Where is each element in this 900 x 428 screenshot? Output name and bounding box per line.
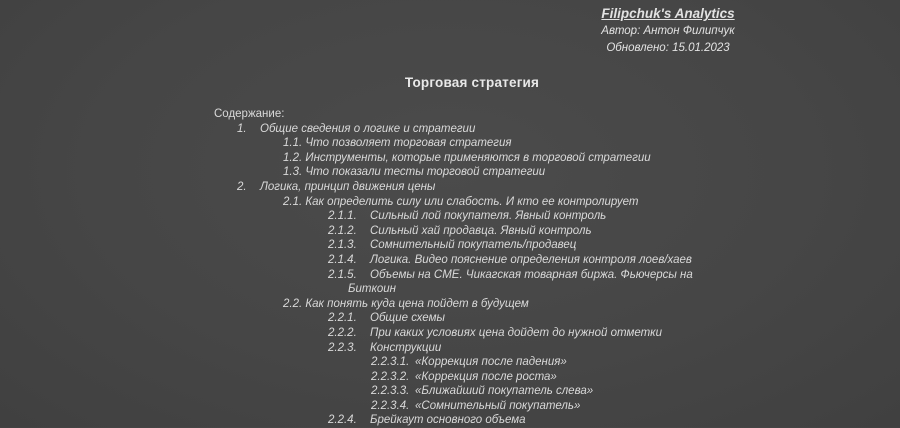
toc-item [212,122,892,137]
toc-item-text: 1.2. Инструменты, которые применяются в торговой стратегии [283,152,651,164]
toc-item-number: 2.2.2. [328,326,370,341]
toc-item [212,165,892,180]
toc-item-text: 1.1. Что позволяет торговая стратегия [283,137,512,149]
toc-item-text: 1.3. Что показали тесты торговой стратегии [283,166,545,178]
toc-caption: Содержание: [212,107,892,122]
document-header [568,5,768,57]
toc-item [212,238,892,253]
toc-item-text: 2.2. Как понять куда цена пойдет в будущем [283,298,529,310]
toc-item [212,326,892,341]
toc-item-text: Брейкаут основного объема [370,414,526,426]
toc-item [212,311,892,326]
toc-item-number: 2.2.3.4. [371,399,415,414]
author-line: Автор: Антон Филипчук [568,23,768,40]
toc-item-number: 2.2.4. [328,413,370,428]
toc-item [212,224,892,239]
toc-item-text: Конструкции [370,342,441,354]
toc-item-text: Логика. Видео пояснение определения контроля лоев/хаев [370,254,692,266]
toc-item [212,195,892,210]
toc-item-text: Общие сведения о логике и стратегии [260,123,475,135]
toc-item-text: «Сомнительный покупатель» [415,400,580,412]
toc-item [212,384,892,399]
toc-item-text: Биткоин [348,283,396,295]
toc-item-number: 2.2.3. [328,341,370,356]
toc-item-text: 2.1. Как определить силу или слабость. И кто ее контролирует [283,196,638,208]
toc-item-text: При каких условиях цена дойдет до нужной отметки [370,327,662,339]
toc-item [212,341,892,356]
toc-item-text: Объемы на CME. Чикагская товарная биржа. Фьючерсы на [370,269,693,281]
toc-item-text: Логика, принцип движения цены [260,181,435,193]
toc-item-text: «Коррекция после падения» [415,356,567,368]
toc-item [212,355,892,370]
toc-item-number: 2.2.3.1. [371,355,415,370]
toc-item-number: 2.1.1. [328,209,370,224]
toc-item-text: Сильный лой покупателя. Явный контроль [370,210,606,222]
toc-item-text: Сомнительный покупатель/продавец [370,239,576,251]
toc-item [212,370,892,385]
toc-item [212,282,892,297]
toc-item-number: 2.2.3.3. [371,384,415,399]
toc-item-text: «Ближайший покупатель слева» [415,385,593,397]
toc-item [212,180,892,195]
toc-item-text: Общие схемы [370,312,445,324]
toc-item-number: 2. [237,180,260,195]
toc-item-number: 2.1.2. [328,224,370,239]
toc-item [212,253,892,268]
brand-title: Filipchuk's Analytics [568,5,768,23]
toc-item-text: Сильный хай продавца. Явный контроль [370,225,592,237]
toc-item-number: 1. [237,122,260,137]
toc-item [212,413,892,428]
toc-item [212,268,892,283]
toc-item-number: 2.1.5. [328,268,370,283]
toc-item-number: 2.1.3. [328,238,370,253]
toc-item [212,151,892,166]
toc-item [212,136,892,151]
toc-item [212,209,892,224]
toc-item-number: 2.2.3.2. [371,370,415,385]
toc-item-text: «Коррекция после роста» [415,371,557,383]
table-of-contents [212,107,892,428]
updated-line: Обновлено: 15.01.2023 [568,40,768,57]
toc-item-number: 2.1.4. [328,253,370,268]
toc-item [212,297,892,312]
page-title: Торговая стратегия [0,75,900,90]
toc-item [212,399,892,414]
toc-item-number: 2.2.1. [328,311,370,326]
